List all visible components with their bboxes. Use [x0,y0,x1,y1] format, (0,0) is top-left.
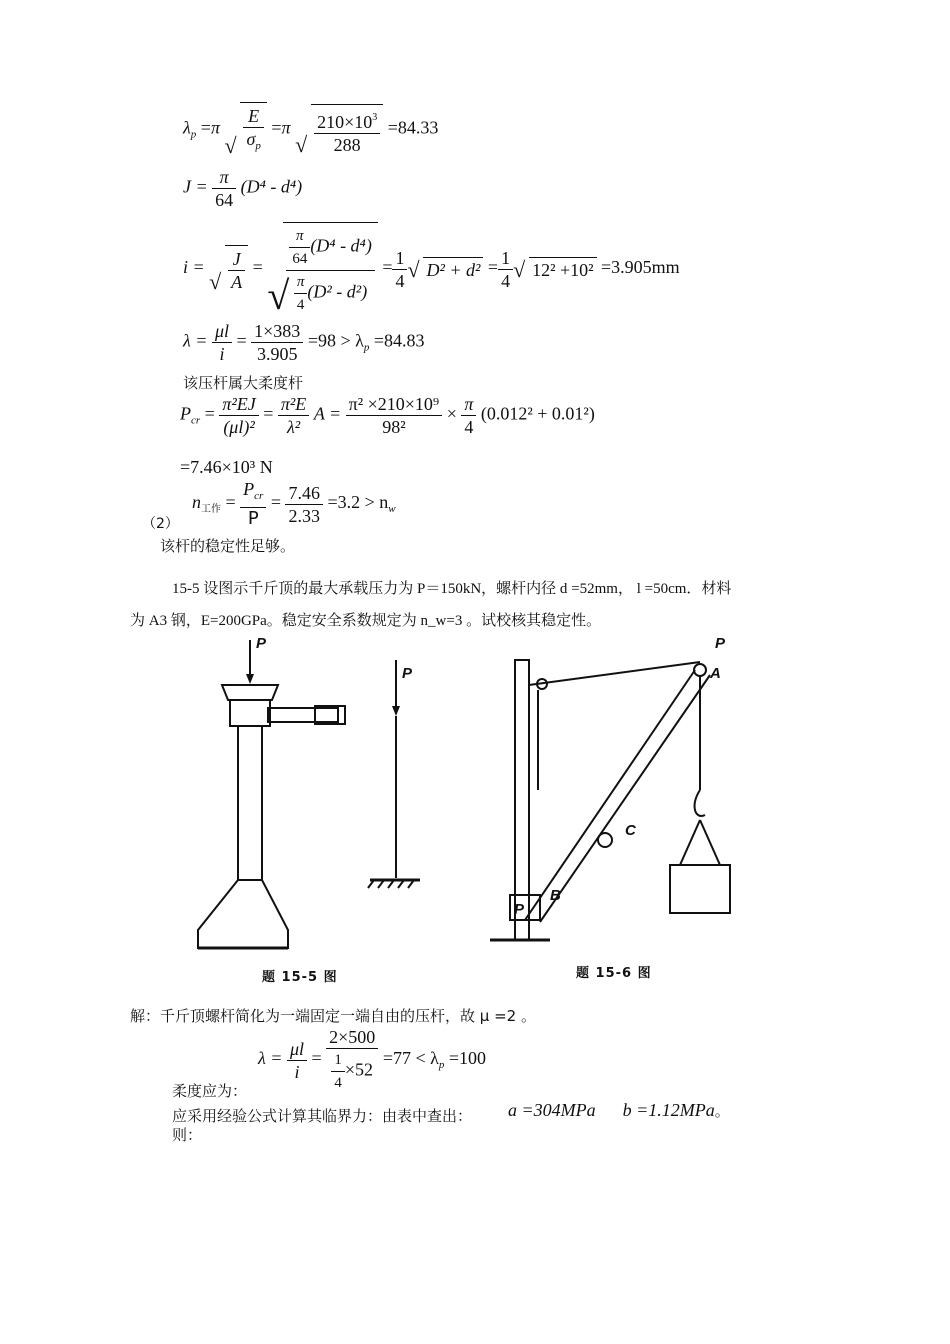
label-P-base: P [514,901,525,918]
eq-n-work: $n_{工作}$ = $\frac{P_{cr}}{P}$ = $\frac{7.46}{2.33}$ $=3.2 > n_w$ [192,479,396,529]
label-P-jack: P [256,635,267,652]
stable-line: 该杆的稳定性足够。 [160,537,296,555]
problem-line-1: 15-5 设图示千斤顶的最大承载压力为 P＝150kN，螺杆内径 d =52mm， l =50cm．材料 [172,581,732,597]
caption-15-5: 题 15-5 图 [262,970,338,985]
label-P-crane: P [715,635,726,652]
then-line: 则： [172,1126,203,1144]
sqrt-1: √ $\frac{E}{\sigma_p}$ [224,102,266,157]
caption-15-6: 题 15-6 图 [576,966,652,981]
slender-line: 该压杆属大柔度杆 [183,374,304,392]
eq-lambda-p: $\lambda_p =\pi$ √ $\frac{E}{\sigma_p}$ =π √ $\frac{210\times 10^3}{288}$ =84.33 [183,102,438,157]
ab-values: a =304MPa b =1.12MPa。 [508,1100,730,1120]
eq-Pcr: $P_{cr}$ = $\frac{\text{π²EJ}}{\text{(μl)²}}$ = $\frac{\text{π²E}}{\text{λ²}}$ A = $\frac{\text{π² ×210×10⁹}}{\text{98²}}$ × $\frac{\pi}{4}$ (0.012² + 0.01²) [180,394,595,437]
eq-lambda-jack: λ = $\frac{\mu l}{i}$ = 2×500 $\frac{1}{4}$ ×52 $=77 < \lambda_p =100$ [258,1027,486,1091]
flex-line: 柔度应为： [172,1082,248,1100]
label-A: A [710,665,721,682]
eq-lambda: λ = $\frac{\mu l}{i}$ = $\frac{1\times 383}{3.905}$ $=98 > \lambda_p =84.83$ [183,321,425,364]
part-2-label: （2） [142,516,179,532]
solution-line: 解：千斤顶螺杆简化为一端固定一端自由的压杆，故 μ =2 。 [130,1007,536,1025]
eq-Pcr-result: =7.46×10³ N [180,457,273,477]
figure-jack-and-crane [180,630,800,990]
sqrt-2: √ $\frac{210\times 10^3}{288}$ [295,104,383,156]
eq-i: i = √ $\frac{J}{A}$ = √ $\frac{\pi}{64}$ (D⁴ - d⁴) $\frac{\pi}{4}$ (D² - d²) = $\frac{1}{4}$ √ D² + d² = $\frac{1}{4}$ √ 12² +10² =3.905mm [183,222,680,316]
problem-line-2: 为 A3 钢，E=200GPa。稳定安全系数规定为 n_w=3 。试校核其稳定性。 [130,613,602,629]
label-P-column: P [402,665,413,682]
empirical-line: 应采用经验公式计算其临界力：由表中查出： [172,1107,473,1125]
eq-J: J = $\frac{\pi}{64}$ (D⁴ - d⁴) [183,167,303,210]
label-C: C [625,822,636,839]
label-B: B [550,887,561,904]
